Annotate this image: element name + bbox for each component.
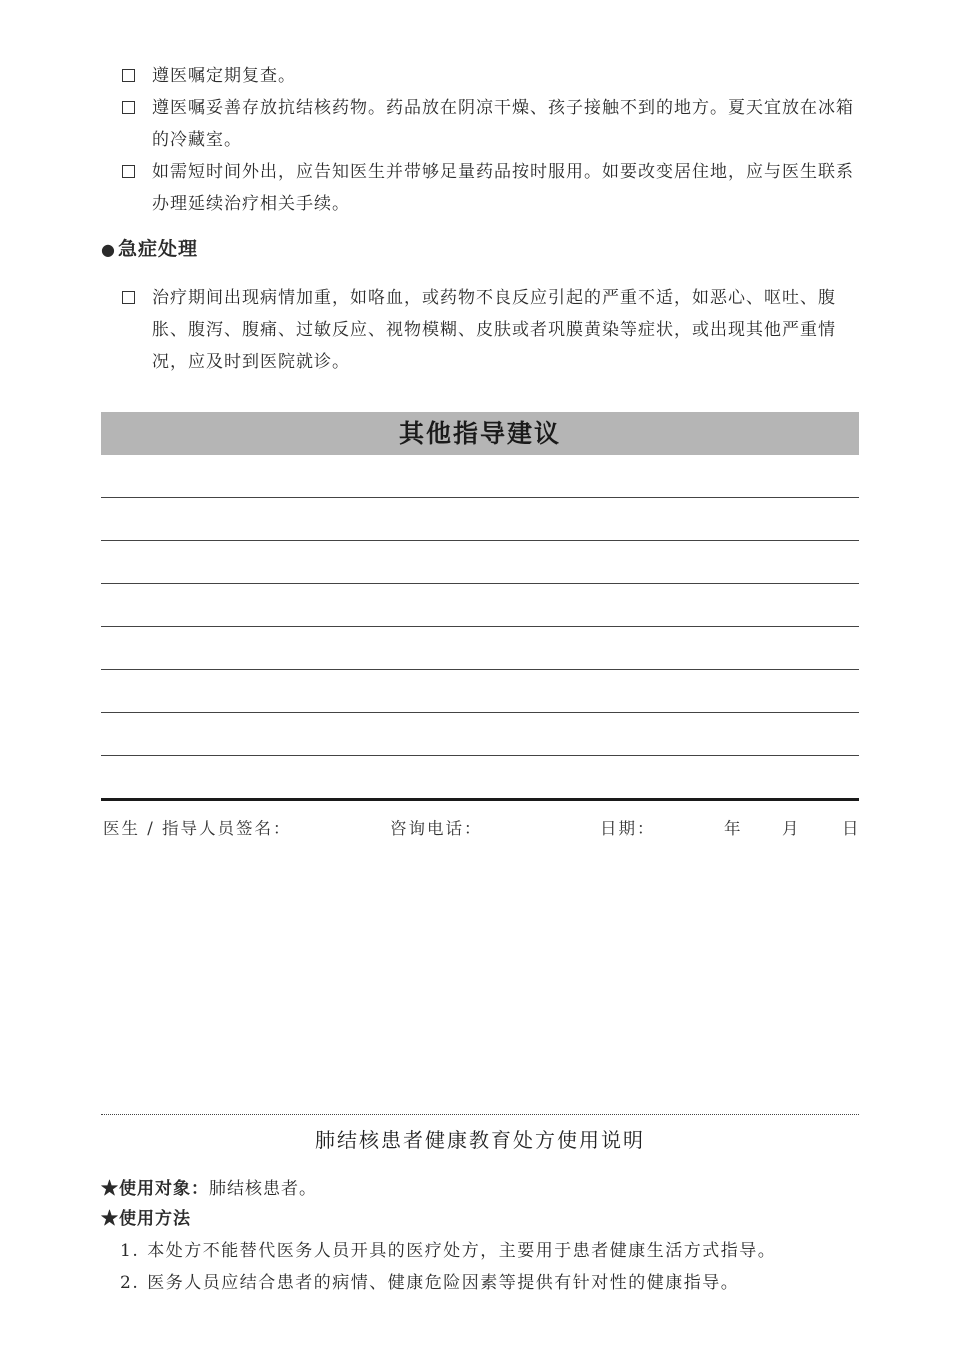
month-label: 月 xyxy=(782,819,801,838)
manual-title: 肺结核患者健康教育处方使用说明 xyxy=(315,1128,645,1152)
doctor-signature-label: 医生 / 指导人员签名： xyxy=(103,819,292,838)
emergency-item xyxy=(122,282,862,378)
usage-step xyxy=(120,1236,776,1266)
emergency-title: 急症处理 xyxy=(117,238,198,260)
checklist-item-text: 遵医嘱妥善存放抗结核药物。药品放在阴凉干燥、孩子接触不到的地方。夏天宜放在冰箱的冷藏室。 xyxy=(152,98,854,150)
usage-step-text: 本处方不能替代医务人员开具的医疗处方，主要用于患者健康生活方式指导。 xyxy=(147,1241,777,1261)
checklist-item xyxy=(122,156,862,220)
section-divider xyxy=(101,798,859,801)
usage-target xyxy=(101,1174,317,1204)
date-label: 日期： xyxy=(600,819,656,838)
checklist-item xyxy=(122,60,862,92)
checkbox-icon[interactable] xyxy=(122,101,135,114)
usage-method xyxy=(101,1204,191,1234)
checklist-item-text: 遵医嘱定期复查。 xyxy=(152,66,296,86)
emergency-heading xyxy=(101,234,198,265)
dotted-divider xyxy=(101,1114,859,1115)
writing-line[interactable] xyxy=(101,583,859,584)
writing-line[interactable] xyxy=(101,755,859,756)
usage-step-text: 医务人员应结合患者的病情、健康危险因素等提供有针对性的健康指导。 xyxy=(147,1273,740,1293)
checkbox-icon[interactable] xyxy=(122,165,135,178)
usage-step-number: 2. xyxy=(120,1273,140,1293)
phone-label: 咨询电话： xyxy=(390,819,483,838)
writing-line[interactable] xyxy=(101,626,859,627)
checkbox-icon[interactable] xyxy=(122,69,135,82)
usage-target-label: ★使用对象： xyxy=(101,1179,209,1199)
checklist-item-text: 如需短时间外出，应告知医生并带够足量药品按时服用。如要改变居住地，应与医生联系办理延续治疗相关手续。 xyxy=(152,162,854,214)
usage-target-value: 肺结核患者。 xyxy=(209,1179,317,1199)
writing-line[interactable] xyxy=(101,497,859,498)
emergency-item-text: 治疗期间出现病情加重，如咯血，或药物不良反应引起的严重不适，如恶心、呕吐、腹胀、腹泻、腹痛、过敏反应、视物模糊、皮肤或者巩膜黄染等症状，或出现其他严重情况，应及时到医院就诊。 xyxy=(152,288,836,372)
bullet-icon: ● xyxy=(101,240,116,259)
writing-line[interactable] xyxy=(101,712,859,713)
other-guidance-banner xyxy=(101,412,859,455)
year-label: 年 xyxy=(724,819,743,838)
other-guidance-title: 其他指导建议 xyxy=(398,419,561,448)
usage-method-label: ★使用方法 xyxy=(101,1209,191,1229)
checklist-item xyxy=(122,92,862,156)
writing-line[interactable] xyxy=(101,669,859,670)
checkbox-icon[interactable] xyxy=(122,291,135,304)
writing-line[interactable] xyxy=(101,540,859,541)
usage-step xyxy=(120,1268,739,1298)
usage-step-number: 1. xyxy=(120,1241,140,1261)
day-label: 日 xyxy=(842,819,861,838)
